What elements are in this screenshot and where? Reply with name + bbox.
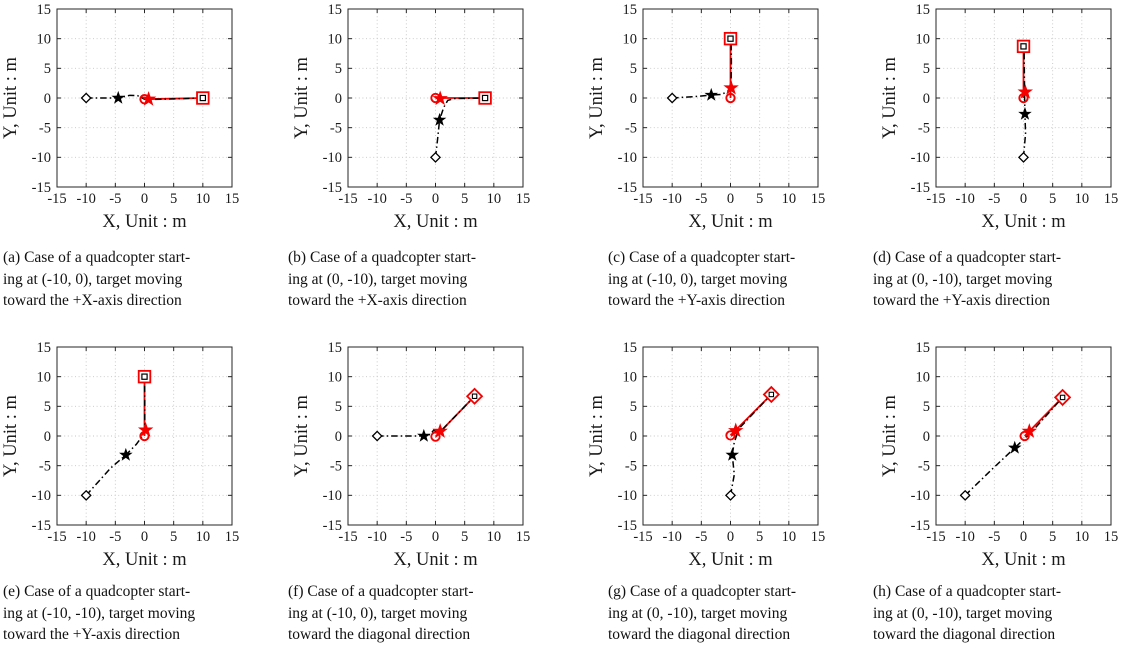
svg-text:10: 10 — [36, 369, 51, 386]
svg-text:5: 5 — [629, 61, 637, 78]
caption-line: ing at (-10, 0), target moving — [608, 270, 788, 288]
caption-line: ing at (-10, 0), target moving — [288, 604, 468, 622]
caption-line: (e) Case of a quadcopter start- — [3, 583, 191, 600]
svg-text:5: 5 — [756, 529, 764, 545]
subplot-h-plot — [849, 332, 1132, 570]
svg-text:-15: -15 — [617, 517, 637, 534]
caption-line: (d) Case of a quadcopter start- — [873, 249, 1062, 266]
svg-text:-5: -5 — [329, 120, 342, 137]
svg-text:5: 5 — [170, 191, 178, 207]
svg-text:-15: -15 — [633, 191, 653, 207]
svg-text:-10: -10 — [367, 191, 387, 207]
svg-text:-10: -10 — [322, 150, 342, 167]
svg-text:10: 10 — [327, 31, 342, 48]
svg-text:0: 0 — [43, 428, 51, 445]
svg-text:Y, Unit : m: Y, Unit : m — [587, 57, 607, 139]
svg-text:Y, Unit : m: Y, Unit : m — [292, 57, 312, 139]
svg-text:0: 0 — [629, 90, 637, 107]
svg-text:-5: -5 — [695, 529, 708, 545]
svg-text:-15: -15 — [338, 529, 358, 545]
svg-text:5: 5 — [461, 529, 469, 545]
svg-text:0: 0 — [726, 529, 735, 545]
svg-text:-15: -15 — [338, 191, 358, 207]
svg-text:-15: -15 — [910, 179, 930, 196]
svg-text:-5: -5 — [109, 191, 122, 207]
svg-text:0: 0 — [431, 529, 440, 545]
subplot-a — [0, 0, 283, 332]
svg-text:-5: -5 — [988, 191, 1001, 207]
svg-text:-10: -10 — [76, 529, 96, 545]
subplot-c-plot — [566, 0, 849, 232]
svg-text:Y, Unit : m: Y, Unit : m — [1, 57, 21, 139]
subplot-f-plot — [283, 332, 566, 570]
svg-text:15: 15 — [622, 1, 637, 18]
caption-line: (h) Case of a quadcopter start- — [873, 583, 1062, 600]
subplot-f — [283, 332, 566, 656]
svg-text:X, Unit : m: X, Unit : m — [102, 212, 187, 232]
svg-text:0: 0 — [1019, 191, 1028, 207]
svg-text:-5: -5 — [624, 458, 637, 475]
svg-text:-5: -5 — [38, 458, 51, 475]
svg-text:-5: -5 — [329, 458, 342, 475]
subplot-c-caption — [566, 232, 849, 312]
subplot-a-plot — [0, 0, 283, 232]
svg-text:10: 10 — [195, 191, 211, 207]
caption-line: toward the +X-axis direction — [3, 292, 182, 309]
svg-text:15: 15 — [224, 191, 240, 207]
caption-line: ing at (0, -10), target moving — [288, 270, 468, 288]
subplot-g-caption — [566, 570, 849, 646]
caption-line: ing at (-10, -10), target moving — [3, 604, 196, 622]
svg-text:15: 15 — [327, 1, 342, 18]
svg-text:-15: -15 — [926, 191, 946, 207]
svg-text:0: 0 — [922, 90, 930, 107]
caption-line: toward the +Y-axis direction — [3, 626, 181, 643]
svg-text:-10: -10 — [910, 488, 930, 505]
svg-text:-5: -5 — [988, 529, 1001, 545]
caption-line: toward the +Y-axis direction — [873, 292, 1051, 309]
svg-text:5: 5 — [756, 191, 764, 207]
svg-text:0: 0 — [922, 428, 930, 445]
svg-text:0: 0 — [1019, 529, 1028, 545]
subplot-a-canvas — [0, 0, 283, 232]
svg-text:-10: -10 — [955, 529, 975, 545]
caption-line: toward the +X-axis direction — [288, 292, 467, 309]
subplot-h — [849, 332, 1132, 656]
subplot-e-plot — [0, 332, 283, 570]
svg-text:10: 10 — [781, 191, 797, 207]
svg-text:0: 0 — [629, 428, 637, 445]
svg-text:5: 5 — [334, 399, 342, 416]
svg-text:10: 10 — [327, 369, 342, 386]
svg-text:X, Unit : m: X, Unit : m — [393, 212, 478, 232]
caption-line: ing at (0, -10), target moving — [873, 270, 1053, 288]
svg-text:-15: -15 — [31, 179, 51, 196]
svg-text:-5: -5 — [695, 191, 708, 207]
svg-text:15: 15 — [915, 1, 930, 18]
svg-text:10: 10 — [486, 191, 502, 207]
svg-text:Y, Unit : m: Y, Unit : m — [880, 395, 900, 477]
subplot-e-caption — [0, 570, 283, 646]
subplot-b-canvas — [291, 0, 574, 232]
svg-text:10: 10 — [195, 529, 211, 545]
svg-text:15: 15 — [1103, 529, 1119, 545]
svg-text:-5: -5 — [38, 120, 51, 137]
svg-text:-10: -10 — [617, 150, 637, 167]
caption-line: toward the diagonal direction — [608, 626, 791, 643]
svg-text:-10: -10 — [617, 488, 637, 505]
caption-line: toward the diagonal direction — [873, 626, 1056, 643]
caption-line: toward the diagonal direction — [288, 626, 471, 643]
subplot-b-plot — [283, 0, 566, 232]
svg-text:Y, Unit : m: Y, Unit : m — [880, 57, 900, 139]
svg-text:-10: -10 — [322, 488, 342, 505]
subplot-g — [566, 332, 849, 656]
svg-text:X, Unit : m: X, Unit : m — [981, 212, 1066, 232]
svg-text:-10: -10 — [31, 150, 51, 167]
svg-text:5: 5 — [922, 61, 930, 78]
svg-text:-5: -5 — [917, 120, 930, 137]
svg-text:15: 15 — [915, 339, 930, 356]
svg-text:15: 15 — [810, 191, 826, 207]
svg-text:15: 15 — [1103, 191, 1119, 207]
caption-line: ing at (0, -10), target moving — [873, 604, 1053, 622]
subplot-h-canvas — [879, 338, 1132, 570]
svg-text:15: 15 — [515, 191, 531, 207]
subplot-b — [283, 0, 566, 332]
svg-text:X, Unit : m: X, Unit : m — [688, 212, 773, 232]
caption-line: toward the +Y-axis direction — [608, 292, 786, 309]
svg-text:15: 15 — [622, 339, 637, 356]
subplot-b-caption — [283, 232, 566, 312]
svg-text:15: 15 — [224, 529, 240, 545]
svg-text:-10: -10 — [76, 191, 96, 207]
svg-text:-15: -15 — [47, 529, 67, 545]
svg-text:X, Unit : m: X, Unit : m — [981, 550, 1066, 570]
svg-text:10: 10 — [1074, 529, 1090, 545]
svg-text:-15: -15 — [322, 517, 342, 534]
svg-text:5: 5 — [43, 399, 51, 416]
svg-text:10: 10 — [36, 31, 51, 48]
svg-text:5: 5 — [334, 61, 342, 78]
svg-text:10: 10 — [486, 529, 502, 545]
svg-text:-10: -10 — [662, 529, 682, 545]
caption-line: (c) Case of a quadcopter start- — [608, 249, 796, 266]
caption-line: (b) Case of a quadcopter start- — [288, 249, 477, 266]
subplot-d — [849, 0, 1132, 332]
subplot-d-plot — [849, 0, 1132, 232]
subplot-d-caption — [849, 232, 1132, 312]
svg-text:15: 15 — [810, 529, 826, 545]
svg-text:-10: -10 — [910, 150, 930, 167]
svg-text:15: 15 — [36, 339, 51, 356]
subplot-e — [0, 332, 283, 656]
subplot-a-caption — [0, 232, 283, 312]
svg-text:Y, Unit : m: Y, Unit : m — [587, 395, 607, 477]
caption-line: (f) Case of a quadcopter start- — [288, 583, 474, 600]
subplot-c-canvas — [586, 0, 869, 232]
svg-text:-5: -5 — [624, 120, 637, 137]
svg-text:10: 10 — [1074, 191, 1090, 207]
svg-text:-15: -15 — [910, 517, 930, 534]
svg-text:5: 5 — [43, 61, 51, 78]
svg-text:-10: -10 — [955, 191, 975, 207]
svg-text:10: 10 — [915, 31, 930, 48]
svg-text:-5: -5 — [400, 529, 413, 545]
svg-text:0: 0 — [140, 191, 149, 207]
svg-text:-5: -5 — [109, 529, 122, 545]
subplot-h-caption — [849, 570, 1132, 646]
svg-text:0: 0 — [726, 191, 735, 207]
svg-text:5: 5 — [1049, 529, 1057, 545]
svg-text:-15: -15 — [322, 179, 342, 196]
caption-line: (a) Case of a quadcopter start- — [3, 249, 191, 266]
figure-row-bottom — [0, 332, 1132, 656]
svg-text:Y, Unit : m: Y, Unit : m — [1, 395, 21, 477]
svg-text:-5: -5 — [917, 458, 930, 475]
subplot-d-canvas — [879, 0, 1132, 232]
subplot-g-canvas — [586, 338, 869, 570]
svg-text:5: 5 — [170, 529, 178, 545]
svg-text:Y, Unit : m: Y, Unit : m — [292, 395, 312, 477]
svg-text:15: 15 — [327, 339, 342, 356]
subplot-e-canvas — [0, 338, 283, 570]
svg-text:5: 5 — [922, 399, 930, 416]
subplot-f-caption — [283, 570, 566, 646]
svg-text:5: 5 — [1049, 191, 1057, 207]
svg-text:0: 0 — [334, 90, 342, 107]
svg-text:-15: -15 — [633, 529, 653, 545]
subplot-c — [566, 0, 849, 332]
svg-text:-10: -10 — [662, 191, 682, 207]
svg-text:0: 0 — [140, 529, 149, 545]
svg-text:-5: -5 — [400, 191, 413, 207]
svg-text:-15: -15 — [617, 179, 637, 196]
svg-text:10: 10 — [622, 369, 637, 386]
caption-line: ing at (0, -10), target moving — [608, 604, 788, 622]
svg-text:0: 0 — [431, 191, 440, 207]
caption-line: ing at (-10, 0), target moving — [3, 270, 183, 288]
svg-text:-15: -15 — [31, 517, 51, 534]
svg-text:X, Unit : m: X, Unit : m — [393, 550, 478, 570]
svg-text:-15: -15 — [926, 529, 946, 545]
svg-text:10: 10 — [622, 31, 637, 48]
svg-text:10: 10 — [915, 369, 930, 386]
subplot-g-plot — [566, 332, 849, 570]
svg-text:X, Unit : m: X, Unit : m — [688, 550, 773, 570]
svg-text:-10: -10 — [367, 529, 387, 545]
caption-line: (g) Case of a quadcopter start- — [608, 583, 797, 600]
svg-text:15: 15 — [515, 529, 531, 545]
svg-text:0: 0 — [334, 428, 342, 445]
svg-text:15: 15 — [36, 1, 51, 18]
subplot-f-canvas — [291, 338, 574, 570]
svg-text:-15: -15 — [47, 191, 67, 207]
svg-text:5: 5 — [461, 191, 469, 207]
svg-text:0: 0 — [43, 90, 51, 107]
svg-text:10: 10 — [781, 529, 797, 545]
svg-text:-10: -10 — [31, 488, 51, 505]
svg-text:X, Unit : m: X, Unit : m — [102, 550, 187, 570]
svg-text:5: 5 — [629, 399, 637, 416]
